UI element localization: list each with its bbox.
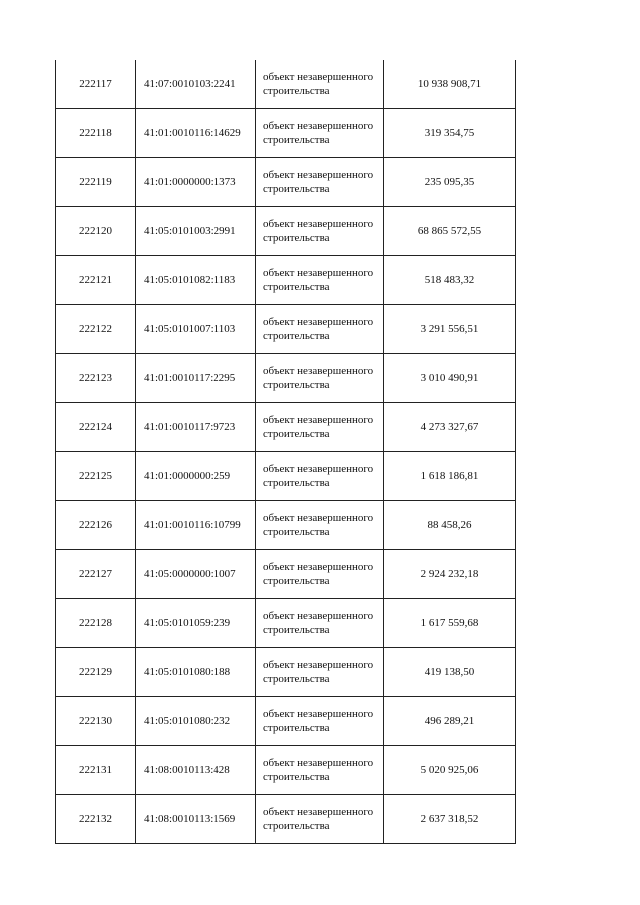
- cadastral-number-cell: 41:08:0010113:428: [136, 746, 256, 795]
- table-row: [56, 403, 516, 452]
- cadastral-number-cell: 41:08:0010113:1569: [136, 795, 256, 844]
- table-row: [56, 795, 516, 844]
- row-number-cell: 222120: [56, 207, 136, 256]
- cadastral-value-cell: 3 010 490,91: [384, 354, 516, 403]
- object-type-cell: объект незавершенного строительства: [256, 550, 384, 599]
- cadastral-value-cell: 1 617 559,68: [384, 599, 516, 648]
- cadastral-value-cell: 10 938 908,71: [384, 60, 516, 109]
- object-type-cell: объект незавершенного строительства: [256, 305, 384, 354]
- cadastral-number-cell: 41:01:0010116:10799: [136, 501, 256, 550]
- cadastral-value-cell: 496 289,21: [384, 697, 516, 746]
- object-type-cell: объект незавершенного строительства: [256, 501, 384, 550]
- object-type-cell: объект незавершенного строительства: [256, 452, 384, 501]
- registry-table-body: [56, 60, 516, 844]
- row-number-cell: 222122: [56, 305, 136, 354]
- row-number-cell: 222125: [56, 452, 136, 501]
- cadastral-value-cell: 5 020 925,06: [384, 746, 516, 795]
- row-number-cell: 222131: [56, 746, 136, 795]
- table-row: [56, 599, 516, 648]
- table-row: [56, 354, 516, 403]
- object-type-cell: объект незавершенного строительства: [256, 403, 384, 452]
- object-type-cell: объект незавершенного строительства: [256, 795, 384, 844]
- row-number-cell: 222118: [56, 109, 136, 158]
- cadastral-number-cell: 41:05:0101003:2991: [136, 207, 256, 256]
- table-row: [56, 305, 516, 354]
- table-row: [56, 109, 516, 158]
- object-type-cell: объект незавершенного строительства: [256, 109, 384, 158]
- cadastral-number-cell: 41:01:0000000:1373: [136, 158, 256, 207]
- cadastral-number-cell: 41:05:0101080:188: [136, 648, 256, 697]
- cadastral-value-cell: 319 354,75: [384, 109, 516, 158]
- object-type-cell: объект незавершенного строительства: [256, 158, 384, 207]
- object-type-cell: объект незавершенного строительства: [256, 256, 384, 305]
- cadastral-value-cell: 518 483,32: [384, 256, 516, 305]
- cadastral-value-cell: 68 865 572,55: [384, 207, 516, 256]
- table-row: [56, 648, 516, 697]
- object-type-cell: объект незавершенного строительства: [256, 60, 384, 109]
- cadastral-value-cell: 2 637 318,52: [384, 795, 516, 844]
- row-number-cell: 222117: [56, 60, 136, 109]
- document-page: [55, 60, 515, 844]
- row-number-cell: 222127: [56, 550, 136, 599]
- cadastral-number-cell: 41:05:0101082:1183: [136, 256, 256, 305]
- row-number-cell: 222132: [56, 795, 136, 844]
- row-number-cell: 222123: [56, 354, 136, 403]
- registry-table: [55, 60, 516, 844]
- table-row: [56, 60, 516, 109]
- table-row: [56, 746, 516, 795]
- object-type-cell: объект незавершенного строительства: [256, 697, 384, 746]
- object-type-cell: объект незавершенного строительства: [256, 599, 384, 648]
- cadastral-value-cell: 419 138,50: [384, 648, 516, 697]
- table-row: [56, 550, 516, 599]
- cadastral-number-cell: 41:01:0010117:2295: [136, 354, 256, 403]
- row-number-cell: 222130: [56, 697, 136, 746]
- cadastral-number-cell: 41:01:0010116:14629: [136, 109, 256, 158]
- table-row: [56, 256, 516, 305]
- object-type-cell: объект незавершенного строительства: [256, 354, 384, 403]
- cadastral-number-cell: 41:07:0010103:2241: [136, 60, 256, 109]
- table-row: [56, 452, 516, 501]
- cadastral-number-cell: 41:05:0101007:1103: [136, 305, 256, 354]
- cadastral-number-cell: 41:05:0101059:239: [136, 599, 256, 648]
- table-row: [56, 207, 516, 256]
- cadastral-value-cell: 1 618 186,81: [384, 452, 516, 501]
- cadastral-number-cell: 41:01:0000000:259: [136, 452, 256, 501]
- table-row: [56, 501, 516, 550]
- row-number-cell: 222121: [56, 256, 136, 305]
- row-number-cell: 222119: [56, 158, 136, 207]
- cadastral-number-cell: 41:05:0101080:232: [136, 697, 256, 746]
- table-row: [56, 697, 516, 746]
- row-number-cell: 222126: [56, 501, 136, 550]
- row-number-cell: 222128: [56, 599, 136, 648]
- cadastral-number-cell: 41:01:0010117:9723: [136, 403, 256, 452]
- cadastral-value-cell: 4 273 327,67: [384, 403, 516, 452]
- cadastral-value-cell: 2 924 232,18: [384, 550, 516, 599]
- table-row: [56, 158, 516, 207]
- object-type-cell: объект незавершенного строительства: [256, 648, 384, 697]
- cadastral-value-cell: 235 095,35: [384, 158, 516, 207]
- object-type-cell: объект незавершенного строительства: [256, 746, 384, 795]
- object-type-cell: объект незавершенного строительства: [256, 207, 384, 256]
- cadastral-number-cell: 41:05:0000000:1007: [136, 550, 256, 599]
- row-number-cell: 222129: [56, 648, 136, 697]
- row-number-cell: 222124: [56, 403, 136, 452]
- cadastral-value-cell: 3 291 556,51: [384, 305, 516, 354]
- cadastral-value-cell: 88 458,26: [384, 501, 516, 550]
